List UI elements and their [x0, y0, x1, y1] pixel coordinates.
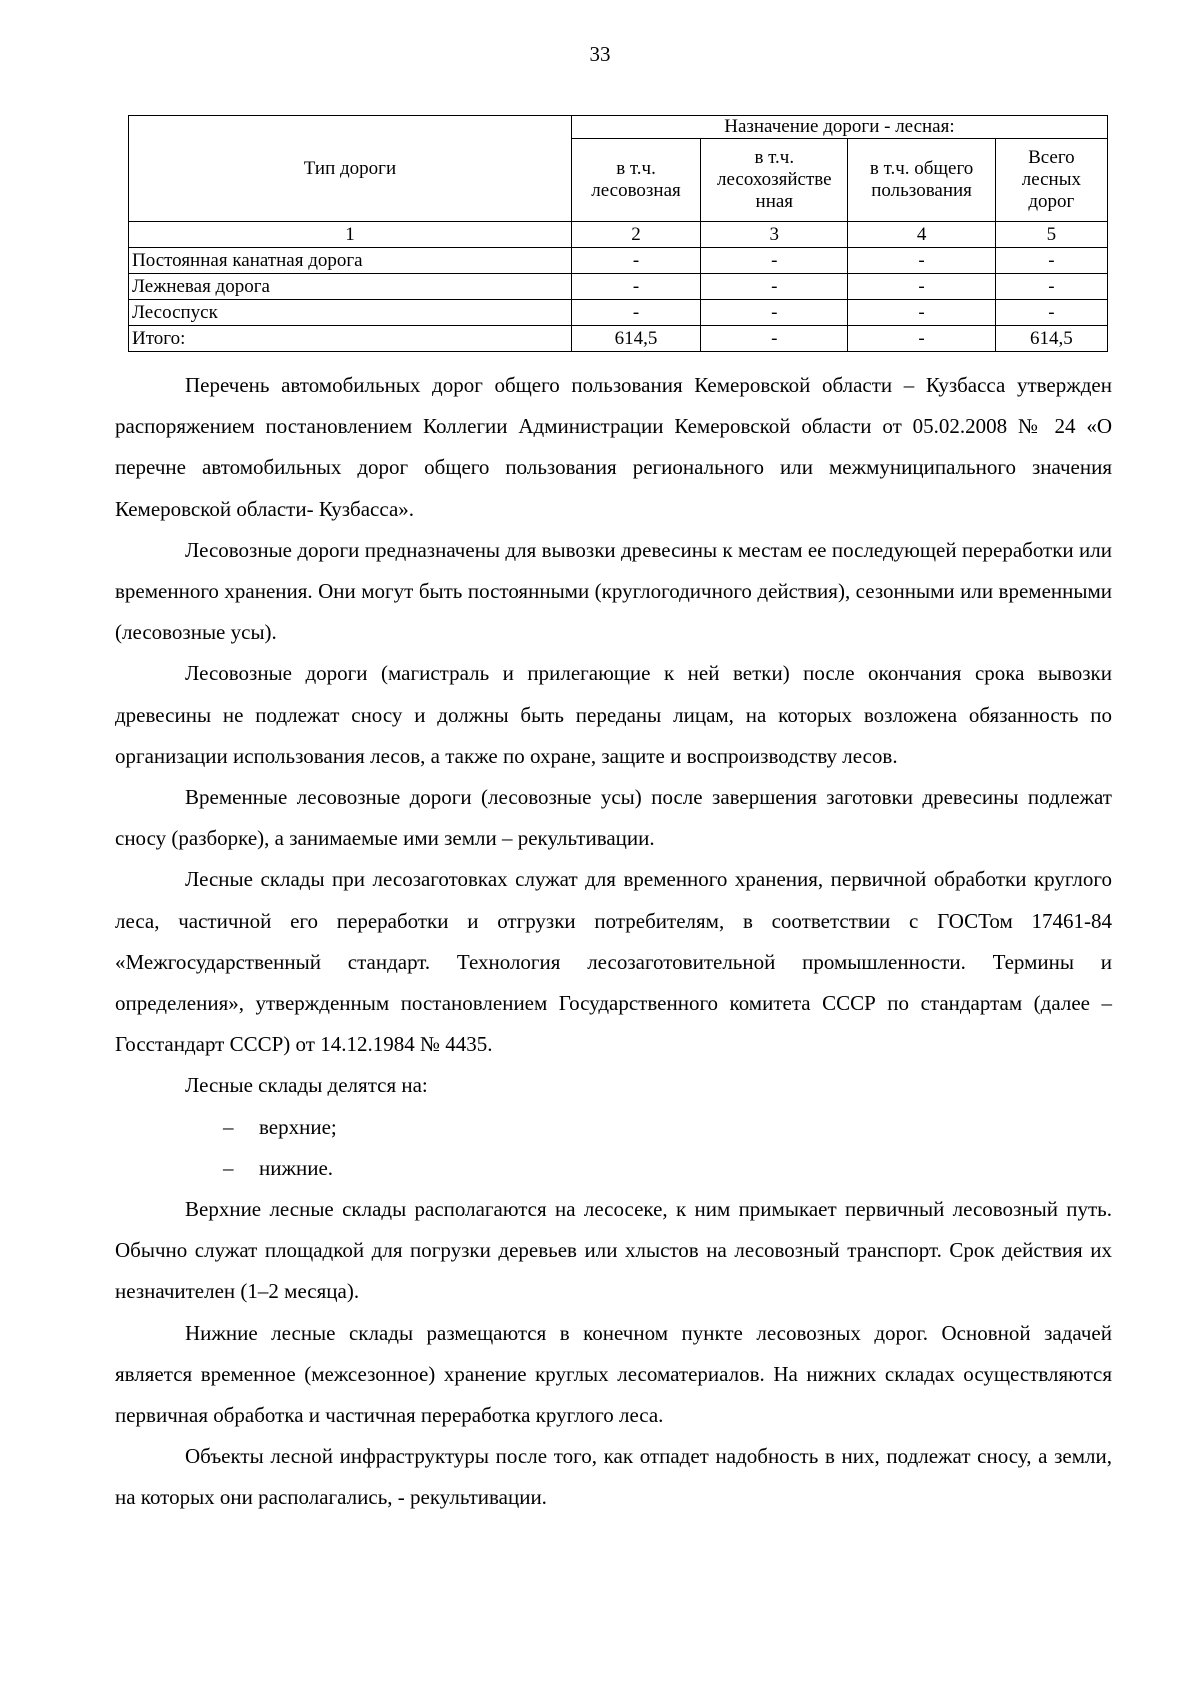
- column-number-row: [129, 222, 1108, 248]
- cell-value: -: [848, 274, 995, 300]
- paragraph: Лесовозные дороги (магистраль и прилегающие к ней ветки) после окончания срока вывозки древесины не подлежат сносу и должны быть переданы лицам, на которых возложена обязанность по организации использования лесов, а также по охране, защите и воспроизводству лесов.: [115, 661, 1112, 768]
- column-number: 1: [129, 222, 572, 248]
- paragraph: Временные лесовозные дороги (лесовозные усы) после завершения заготовки древесины подлежат сносу (разборке), а занимаемые ими земли – рекультивации.: [115, 785, 1112, 851]
- column-number: 3: [701, 222, 848, 248]
- total-value: 614,5: [995, 326, 1107, 352]
- header-forestry: в т.ч. лесохозяйстве нная: [701, 139, 848, 222]
- total-value: -: [848, 326, 995, 352]
- table-total-row: [129, 326, 1108, 352]
- road-types-table: [128, 115, 1108, 352]
- total-value: -: [701, 326, 848, 352]
- paragraph: Лесные склады делятся на:: [185, 1073, 428, 1098]
- paragraph: Лесовозные дороги предназначены для вывозки древесины к местам ее последующей переработки или временного хранения. Они могут быть постоянными (круглогодичного действия), сезонными или временными (лесовозные усы).: [115, 537, 1112, 645]
- total-value: 614,5: [571, 326, 700, 352]
- cell-value: -: [848, 300, 995, 326]
- paragraph: Нижние лесные склады размещаются в конечном пункте лесовозных дорог. Основной задачей является временное (межсезонное) хранение круглых лесоматериалов. На нижних складах осуществляются первичная обработка и частичная переработка круглого леса.: [115, 1320, 1112, 1428]
- cell-value: -: [995, 274, 1107, 300]
- cell-value: -: [571, 248, 700, 274]
- paragraph: Объекты лесной инфраструктуры после того, как отпадет надобность в них, подлежат сносу, а земли, на которых они располагались, - рекультивации.: [115, 1444, 1112, 1510]
- cell-value: -: [995, 300, 1107, 326]
- list-item: [115, 1107, 1112, 1148]
- column-number: 2: [571, 222, 700, 248]
- column-number: 4: [848, 222, 995, 248]
- list-dash: –: [223, 1155, 234, 1180]
- cell-value: -: [701, 300, 848, 326]
- header-logging: в т.ч. лесовозная: [571, 139, 700, 222]
- row-name: Постоянная канатная дорога: [129, 248, 572, 274]
- list-item-text: верхние;: [259, 1114, 337, 1139]
- cell-value: -: [701, 274, 848, 300]
- cell-value: -: [571, 274, 700, 300]
- list-dash: –: [223, 1114, 234, 1139]
- cell-value: -: [571, 300, 700, 326]
- paragraph: Перечень автомобильных дорог общего пользования Кемеровской области – Кузбасса утвержден распоряжением постановлением Коллегии Администрации Кемеровской области от 05.02.2008 № 24 «О перечне автомобильных дорог общего пользования регионального или межмуниципального значения Кемеровской области- Кузбасса».: [115, 373, 1112, 521]
- cell-value: -: [995, 248, 1107, 274]
- total-label: Итого:: [129, 326, 572, 352]
- row-name: Лежневая дорога: [129, 274, 572, 300]
- table-row: [129, 274, 1108, 300]
- paragraph: Лесные склады при лесозаготовках служат для временного хранения, первичной обработки круглого леса, частичной его переработки и отгрузки потребителям, в соответствии с ГОСТом 17461-84 «Межгосударственный стандарт. Технология лесозаготовительной промышленности. Термины и определения», утвержденным постановлением Государственного комитета СССР по стандартам (далее – Госстандарт СССР) от 14.12.1984 № 4435.: [115, 867, 1112, 1057]
- header-road-purpose: Назначение дороги - лесная:: [571, 116, 1107, 139]
- cell-value: -: [848, 248, 995, 274]
- list-item: [115, 1148, 1112, 1189]
- page-number: 33: [589, 42, 611, 66]
- header-total-forest-roads: Всего лесных дорог: [995, 139, 1107, 222]
- column-number: 5: [995, 222, 1107, 248]
- document-body: [115, 365, 1112, 1519]
- table-row: [129, 300, 1108, 326]
- table-row: [129, 248, 1108, 274]
- row-name: Лесоспуск: [129, 300, 572, 326]
- warehouse-types-list: [115, 1107, 1112, 1189]
- cell-value: -: [701, 248, 848, 274]
- header-road-type: Тип дороги: [129, 116, 572, 222]
- header-public: в т.ч. общего пользования: [848, 139, 995, 222]
- list-item-text: нижние.: [259, 1155, 334, 1180]
- paragraph: Верхние лесные склады располагаются на лесосеке, к ним примыкает первичный лесовозный путь. Обычно служат площадкой для погрузки деревьев или хлыстов на лесовозный транспорт. Срок действия их незначителен (1–2 месяца).: [115, 1197, 1112, 1304]
